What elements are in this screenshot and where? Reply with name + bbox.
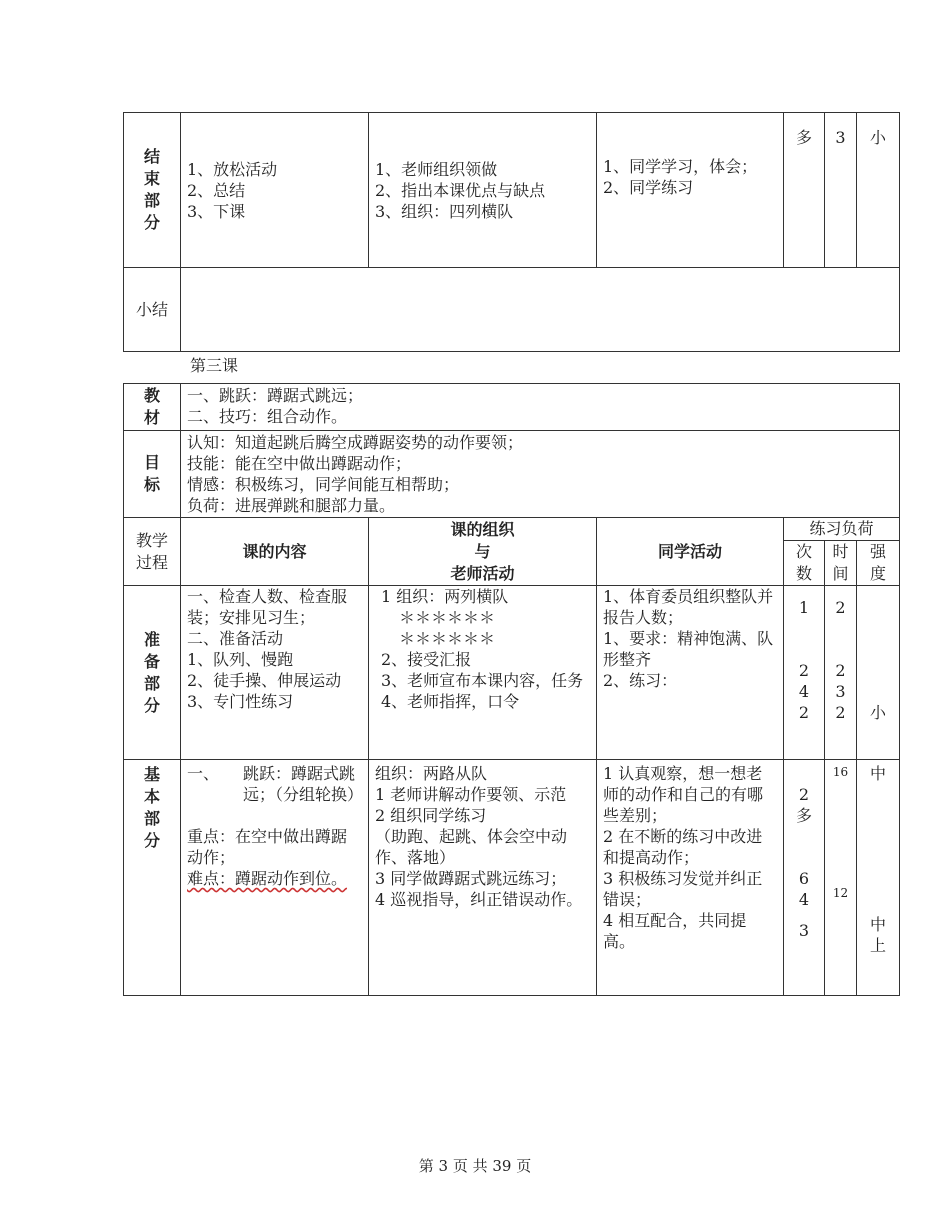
page-footer: 第 3 页 共 39 页 [418,1157,532,1175]
end-teacher-cell: 1、老师组织领做 2、指出本课优点与缺点 3、组织：四列横队 [369,113,597,268]
basic-times: 16 12 [825,760,857,996]
lesson-title: 第三课 [190,356,239,375]
header-content: 课的内容 [181,518,369,586]
header-load: 练习负荷 [784,518,900,541]
lesson-table [123,383,900,996]
prep-counts: 1 2 4 2 [784,586,825,760]
prep-times: 2 2 3 2 [825,586,857,760]
end-time: 3 [825,113,857,268]
end-section-label: 结 束 部 分 [124,113,181,268]
header-intensity: 强 度 [857,541,900,586]
prep-student-cell: 1、体育委员组织整队并报告人数； 1、要求：精神饱满、队形整齐 2、练习： [597,586,784,760]
header-count: 次 数 [784,541,825,586]
basic-counts: 2 多 6 4 3 [784,760,825,996]
basic-teacher-cell: 组织：两路从队 1 老师讲解动作要领、示范 2 组织同学练习 （助跑、起跳、体会空中动作、落地） 3 同学做蹲踞式跳远练习； 4 巡视指导，纠正错误动作。 [369,760,597,996]
header-time: 时 间 [825,541,857,586]
basic-section-label: 基 本 部 分 [124,760,181,996]
prep-content-cell: 一、检查人数、检查服装；安排见习生； 二、准备活动 1、队列、慢跑 2、徒手操、伸展运动 3、专门性练习 [181,586,369,760]
goals-label: 目 标 [124,431,181,518]
end-content-cell: 1、放松活动 2、总结 3、下课 [181,113,369,268]
goals-cell: 认知：知道起跳后腾空成蹲踞姿势的动作要领； 技能：能在空中做出蹲踞动作； 情感：积极练习，同学间能互相帮助； 负荷：进展弹跳和腿部力量。 [181,431,900,518]
basic-student-cell: 1 认真观察，想一想老师的动作和自己的有哪些差别； 2 在不断的练习中改进和提高动作； 3 积极练习发觉并纠正错误； 4 相互配合，共同提高。 [597,760,784,996]
end-section-table [123,112,900,352]
summary-cell [181,268,900,352]
end-intensity: 小 [857,113,900,268]
material-label: 教 材 [124,384,181,431]
header-process: 教学 过程 [124,518,181,586]
prep-section-label: 准 备 部 分 [124,586,181,760]
basic-content-cell: 一、 跳跃：蹲踞式跳远；（分组轮换） 重点：在空中做出蹲踞动作； 难点：蹲踞动作到位。 [181,760,369,996]
prep-intensity: 小 [857,586,900,760]
material-cell: 一、跳跃：蹲踞式跳远； 二、技巧：组合动作。 [181,384,900,431]
end-student-cell: 1、同学学习，体会； 2、同学练习 [597,113,784,268]
header-organization: 课的组织 与 老师活动 [369,518,597,586]
end-count: 多 [784,113,825,268]
header-student: 同学活动 [597,518,784,586]
basic-intensity: 中 中 上 [857,760,900,996]
summary-label: 小结 [124,268,181,352]
prep-teacher-cell: 1 组织：两列横队 ＊＊＊＊＊＊ ＊＊＊＊＊＊ 2、接受汇报 3、老师宣布本课内容，任务 4、老师指挥，口令 [369,586,597,760]
